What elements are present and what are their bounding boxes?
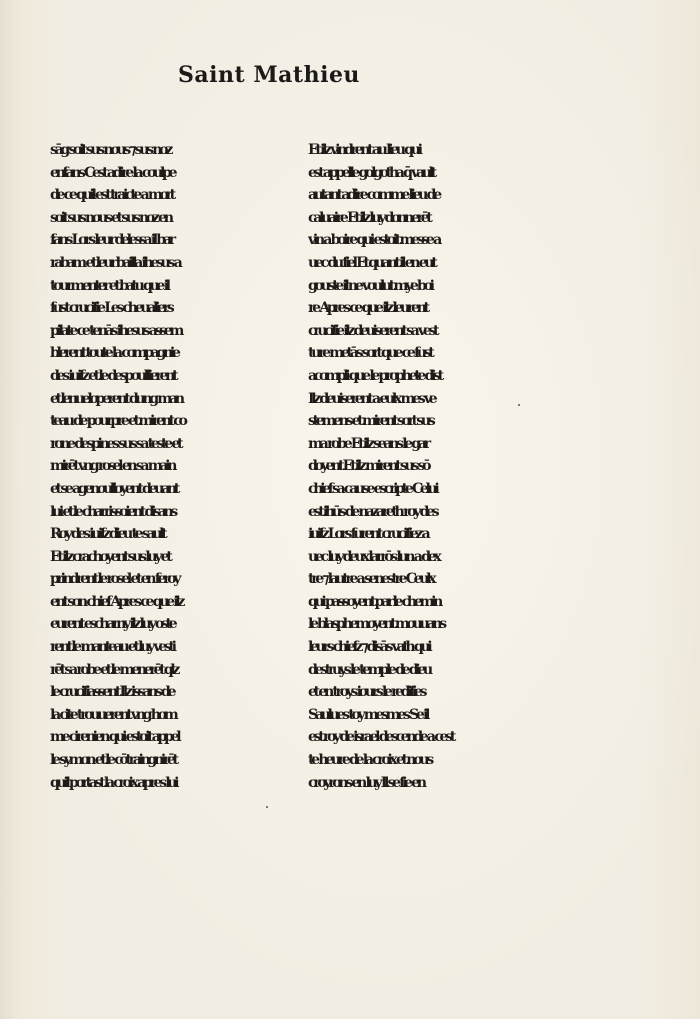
text-line: rēt sa robe et le menerēt qlz bbox=[50, 661, 177, 678]
text-line: le blasphemoyent mouuans bbox=[308, 616, 444, 633]
running-head: Saint Mathieu bbox=[178, 62, 360, 88]
text-line: Roy des iuifz dieu te sault bbox=[50, 526, 165, 543]
text-line: teau de pourpre et mirent co bbox=[50, 413, 185, 430]
text-line: re Apres ce que ilz leurent bbox=[308, 300, 427, 317]
text-line: acompli que le prophete dist bbox=[308, 367, 441, 384]
text-line: te heure de la croix et nous bbox=[308, 752, 431, 769]
text-line: rabam et leur bailla ihesus a bbox=[50, 254, 180, 271]
text-line: enfans Cest adire la coulpe bbox=[50, 164, 175, 181]
text-line: le symon et le cōtraingnirēt bbox=[50, 752, 176, 769]
text-line: vin a boire qui estoit messe a bbox=[308, 232, 439, 249]
show-through-text bbox=[392, 60, 398, 79]
text-line: quil portast la croix apres lui bbox=[50, 774, 177, 791]
text-line: prindrent le rosel et en feroy bbox=[50, 571, 179, 588]
ink-speck bbox=[518, 404, 520, 406]
text-line: autant adire comme lieu de bbox=[308, 187, 439, 204]
text-line: la cite trouuerent vng hom bbox=[50, 706, 176, 723]
text-line: Ilz deuiserent a eulx mes ve bbox=[308, 390, 435, 407]
text-line: sāg soit sus nous ⁊ sus noz bbox=[50, 142, 170, 158]
text-line: caluaire Et ilz luy donnerēt bbox=[308, 209, 430, 226]
text-line: des iuifz et le despoullierent bbox=[50, 367, 176, 384]
text-line: et en troys iours le redifies bbox=[308, 684, 425, 701]
text-line: croyrons en luy Il se fie en bbox=[308, 774, 424, 791]
text-line: tourmenter et batu que il bbox=[50, 277, 168, 294]
text-line: le crucifiassent Ilz issans de bbox=[50, 684, 174, 701]
text-line: Saulues toy mesmes Se il bbox=[308, 706, 427, 723]
text-line: rent le manteau et luy vesti bbox=[50, 639, 174, 656]
text-line: qui passoyent par le chemin bbox=[308, 593, 440, 610]
text-line: leurs chiefz ⁊ disās vath qui bbox=[308, 639, 430, 656]
text-column-right bbox=[308, 139, 548, 794]
text-line: de ce quil est traicte a mort bbox=[50, 187, 173, 204]
text-line: est roy de israel descende a cest bbox=[308, 729, 453, 746]
text-line: Et ilz vindrent au lieu qui bbox=[308, 142, 420, 158]
text-line: crucifie ilz deuiserent sa vest bbox=[308, 322, 437, 339]
text-line: est appelle golgotha q̄ vault bbox=[308, 164, 434, 181]
text-line: et lenueloperent dung man bbox=[50, 390, 182, 407]
text-line: fust crucifie Les cheualiers bbox=[50, 300, 172, 317]
text-line: pilate ce tenās ihesus assem bbox=[50, 322, 181, 339]
text-line: tre ⁊ lautre a senestre Ceulx bbox=[308, 571, 434, 588]
text-line: doyent Et ilz mirent sus sō bbox=[308, 458, 429, 475]
text-line: me cirenien qui estoit appel bbox=[50, 729, 179, 746]
text-line: et se agenoulloyent deuant bbox=[50, 480, 177, 497]
text-line: est ihūs de nazareth roy des bbox=[308, 503, 437, 520]
text-line: ture metās sort que ce fust bbox=[308, 345, 432, 362]
text-line: eurent escharny ilz luy oste bbox=[50, 616, 175, 633]
text-line: mirēt vng rosel en sa main bbox=[50, 458, 175, 475]
text-line: uec luy deux larrōs lun a dex bbox=[308, 548, 439, 565]
text-line: ent son chief Apres ce que ilz bbox=[50, 593, 182, 610]
text-line: lui et le charrissoient disans bbox=[50, 503, 175, 520]
text-line: gouste il ne voulut mye boi bbox=[308, 277, 432, 294]
text-line: blerent toute la compagnie bbox=[50, 345, 178, 362]
text-line: Et ilz crachoyent sus luy et bbox=[50, 548, 170, 565]
text-line: uec du fiel Et quant il en eut bbox=[308, 254, 435, 271]
text-line: rone despines sus sa teste et bbox=[50, 435, 181, 452]
text-line: destruys le temple de dieu bbox=[308, 661, 430, 678]
text-line: ma robe Et ilz seans le gar bbox=[308, 435, 428, 452]
text-line: soit sus nous et sus noz en bbox=[50, 209, 171, 226]
ink-speck bbox=[266, 806, 268, 808]
text-line: iuifz Lors furent crucifiez a bbox=[308, 526, 428, 543]
text-line: fans Lors leur delessa il bar bbox=[50, 232, 173, 249]
text-line: chief sa cause escripte Celui bbox=[308, 480, 437, 497]
text-column-left bbox=[50, 139, 290, 794]
text-line: stemens et mirent sort sus bbox=[308, 413, 433, 430]
